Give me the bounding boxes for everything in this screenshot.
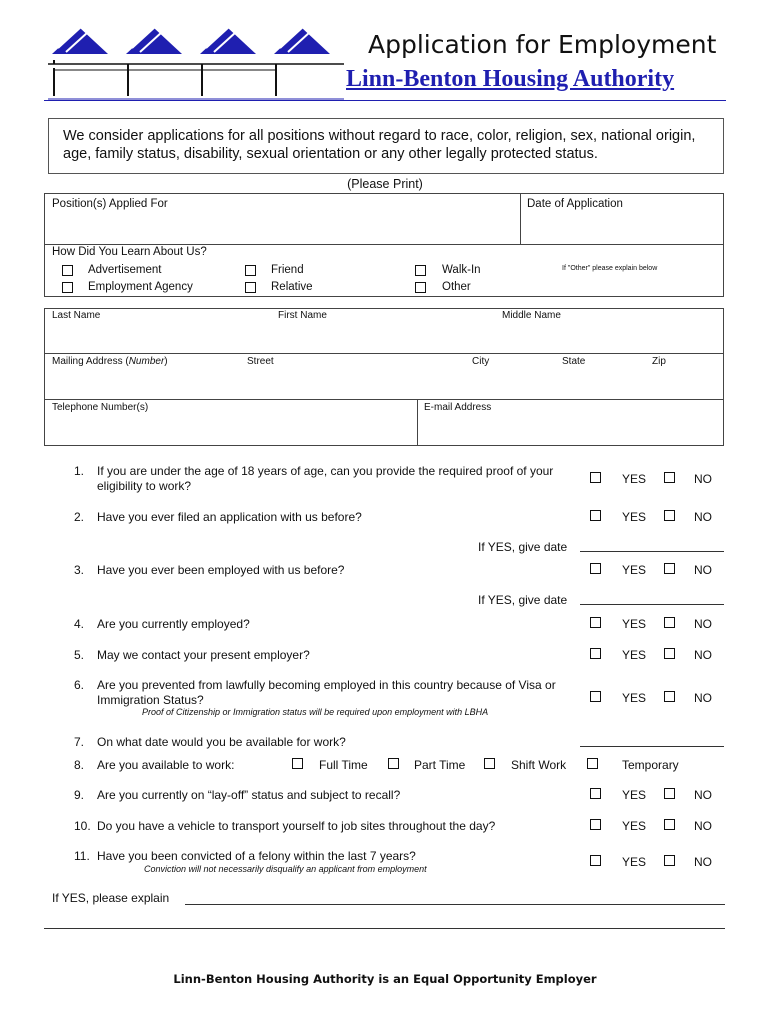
full-time-checkbox[interactable] <box>292 758 303 769</box>
other-note: If "Other" please explain below <box>562 265 658 272</box>
question-5-number: 5. <box>74 648 85 662</box>
question-2-no-checkbox[interactable] <box>664 510 675 521</box>
question-8-number: 8. <box>74 758 85 772</box>
question-11-text: Have you been convicted of a felony within the last 7 years? <box>97 849 416 863</box>
employment-agency-label: Employment Agency <box>88 281 193 293</box>
question-6-yes-label: YES <box>622 691 647 705</box>
telephone-field[interactable] <box>48 416 414 444</box>
question-7-date-field[interactable] <box>580 746 724 747</box>
question-6-note: Proof of Citizenship or Immigration status will be required upon employment with LBHA <box>142 707 489 717</box>
positions-applied-label: Position(s) Applied For <box>52 198 168 210</box>
question-9-yes-checkbox[interactable] <box>590 788 601 799</box>
question-10-no-checkbox[interactable] <box>664 819 675 830</box>
question-11-no-checkbox[interactable] <box>664 855 675 866</box>
question-9-number: 9. <box>74 788 85 802</box>
question-6-yes-checkbox[interactable] <box>590 691 601 702</box>
other-label: Other <box>442 281 471 293</box>
employment-agency-checkbox[interactable] <box>62 282 73 293</box>
advertisement-label: Advertisement <box>88 264 162 276</box>
footer-eeo-statement: Linn-Benton Housing Authority is an Equal Opportunity Employer <box>173 972 597 986</box>
date-of-application-label: Date of Application <box>527 198 623 210</box>
question-11-yes-label: YES <box>622 855 647 869</box>
if-yes-explain-label: If YES, please explain <box>52 891 170 905</box>
positions-applied-field[interactable] <box>48 214 516 242</box>
full-time-label: Full Time <box>319 758 368 772</box>
part-time-label: Part Time <box>414 758 466 772</box>
question-10-yes-label: YES <box>622 819 647 833</box>
form-title: Application for Employment <box>368 30 717 59</box>
question-10-no-label: NO <box>694 819 712 833</box>
name-field[interactable] <box>48 324 720 352</box>
question-7-number: 7. <box>74 735 85 749</box>
question-3-yes-checkbox[interactable] <box>590 563 601 574</box>
question-10-yes-checkbox[interactable] <box>590 819 601 830</box>
friend-checkbox[interactable] <box>245 265 256 276</box>
other-checkbox[interactable] <box>415 282 426 293</box>
question-10-number: 10. <box>74 819 91 833</box>
question-3-no-checkbox[interactable] <box>664 563 675 574</box>
explain-field-line-2[interactable] <box>44 928 725 929</box>
contact-divider <box>417 400 418 446</box>
learn-about-us-label: How Did You Learn About Us? <box>52 246 207 258</box>
street-label: Street <box>247 356 274 367</box>
question-9-no-label: NO <box>694 788 712 802</box>
relative-label: Relative <box>271 281 313 293</box>
temporary-label: Temporary <box>622 758 679 772</box>
question-5-no-label: NO <box>694 648 712 662</box>
question-4-no-checkbox[interactable] <box>664 617 675 628</box>
address-field[interactable] <box>48 370 720 398</box>
question-2-number: 2. <box>74 510 85 524</box>
question-6-number: 6. <box>74 678 85 692</box>
lbha-logo <box>44 24 344 106</box>
walk-in-label: Walk-In <box>442 264 481 276</box>
question-1-no-checkbox[interactable] <box>664 472 675 483</box>
telephone-label: Telephone Number(s) <box>52 402 149 413</box>
relative-checkbox[interactable] <box>245 282 256 293</box>
mailing-address-number: Number <box>128 356 165 367</box>
friend-label: Friend <box>271 264 304 276</box>
question-11-no-label: NO <box>694 855 712 869</box>
question-4-no-label: NO <box>694 617 712 631</box>
mailing-address-close: ) <box>164 356 168 367</box>
question-2-no-label: NO <box>694 510 712 524</box>
advertisement-checkbox[interactable] <box>62 265 73 276</box>
question-9-no-checkbox[interactable] <box>664 788 675 799</box>
question-1-number: 1. <box>74 464 85 478</box>
question-10-text: Do you have a vehicle to transport yourself to job sites throughout the day? <box>97 819 496 833</box>
question-3-number: 3. <box>74 563 85 577</box>
explain-field-line-1[interactable] <box>185 904 725 905</box>
position-divider <box>520 193 521 245</box>
question-4-text: Are you currently employed? <box>97 617 250 631</box>
question-5-no-checkbox[interactable] <box>664 648 675 659</box>
question-1-no-label: NO <box>694 472 712 486</box>
question-11-number: 11. <box>74 849 90 863</box>
question-4-yes-checkbox[interactable] <box>590 617 601 628</box>
question-1-yes-label: YES <box>622 472 647 486</box>
question-2-give-date-label: If YES, give date <box>478 540 568 554</box>
question-9-text: Are you currently on “lay-off” status and subject to recall? <box>97 788 401 802</box>
organization-name: Linn-Benton Housing Authority <box>346 66 675 92</box>
city-label: City <box>472 356 490 367</box>
mailing-address-text: Mailing Address ( <box>52 356 129 367</box>
please-print-note: (Please Print) <box>347 177 423 191</box>
part-time-checkbox[interactable] <box>388 758 399 769</box>
question-1-yes-checkbox[interactable] <box>590 472 601 483</box>
mailing-address-label <box>52 356 168 367</box>
question-4-number: 4. <box>74 617 85 631</box>
question-8-text: Are you available to work: <box>97 758 235 772</box>
shift-work-checkbox[interactable] <box>484 758 495 769</box>
temporary-checkbox[interactable] <box>587 758 598 769</box>
question-7-text: On what date would you be available for work? <box>97 735 346 749</box>
zip-label: Zip <box>652 356 666 367</box>
question-5-text: May we contact your present employer? <box>97 648 310 662</box>
question-2-text: Have you ever filed an application with us before? <box>97 510 362 524</box>
email-field[interactable] <box>421 416 719 444</box>
question-3-give-date-label: If YES, give date <box>478 593 568 607</box>
question-6-text: Are you prevented from lawfully becoming employed in this country because of Visa or Immigration Status? <box>97 678 556 707</box>
question-3-text: Have you ever been employed with us before? <box>97 563 345 577</box>
last-name-label: Last Name <box>52 310 101 321</box>
first-name-label: First Name <box>278 310 327 321</box>
question-5-yes-checkbox[interactable] <box>590 648 601 659</box>
question-3-yes-label: YES <box>622 563 647 577</box>
question-6-no-label: NO <box>694 691 712 705</box>
question-3-date-field[interactable] <box>580 604 724 605</box>
question-9-yes-label: YES <box>622 788 647 802</box>
question-2-yes-label: YES <box>622 510 647 524</box>
eeo-statement: We consider applications for all positions without regard to race, color, religion, sex, national origin, age, family status, disability, sexual orientation or any other legally protected status. <box>48 118 724 174</box>
question-4-yes-label: YES <box>622 617 647 631</box>
shift-work-label: Shift Work <box>511 758 567 772</box>
question-2-yes-checkbox[interactable] <box>590 510 601 521</box>
question-1-text: If you are under the age of 18 years of age, can you provide the required proof of your eligibility to work? <box>97 464 554 493</box>
email-label: E-mail Address <box>424 402 492 413</box>
question-3-no-label: NO <box>694 563 712 577</box>
question-6-no-checkbox[interactable] <box>664 691 675 702</box>
middle-name-label: Middle Name <box>502 310 561 321</box>
question-2-date-field[interactable] <box>580 551 724 552</box>
question-5-yes-label: YES <box>622 648 647 662</box>
question-11-note: Conviction will not necessarily disqualify an applicant from employment <box>144 864 427 874</box>
header-rule <box>44 100 726 101</box>
walk-in-checkbox[interactable] <box>415 265 426 276</box>
state-label: State <box>562 356 586 367</box>
question-11-yes-checkbox[interactable] <box>590 855 601 866</box>
date-of-application-field[interactable] <box>524 214 720 242</box>
